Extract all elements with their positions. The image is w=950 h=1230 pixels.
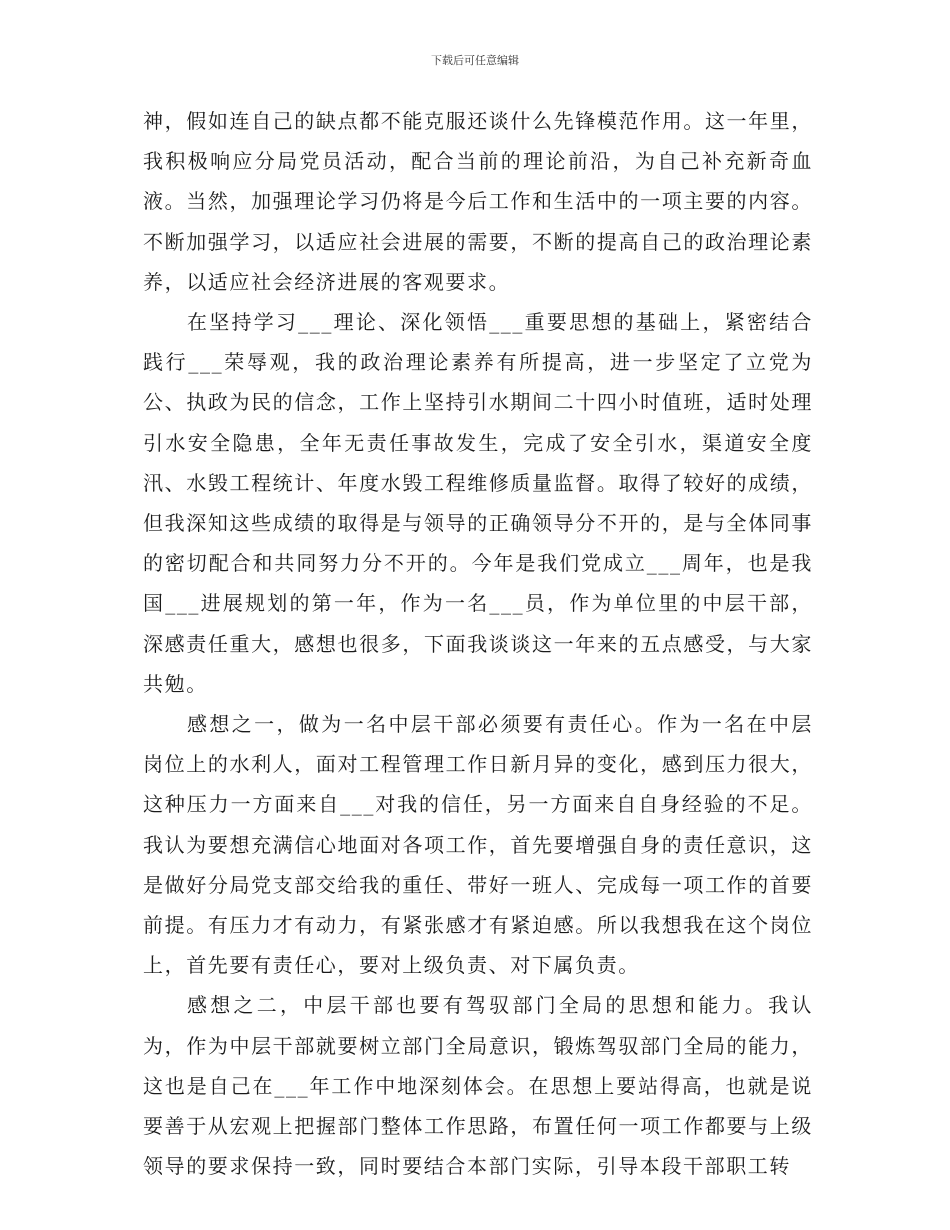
paragraph-reflection-one: 感想之一，做为一名中层干部必须要有责任心。作为一名在中层岗位上的水利人，面对工程管理工作日新月异的变化，感到压力很大，这种压力一方面来自___对我的信任，另一方面来自自身经验的不足。我认为要想充满信心地面对各项工作，首先要增强自身的责任意识，这是做好分局党支部交给我的重任、带好一班人、完成每一项工作的首要前提。有压力才有动力，有紧张感才有紧迫感。所以我想我在这个岗位上，首先要有责任心，要对上级负责、对下属负责。 bbox=[143, 712, 813, 978]
page-header: 下载后可任意编辑 bbox=[431, 54, 519, 67]
paragraph-continuation: 神，假如连自己的缺点都不能克服还谈什么先锋模范作用。这一年里，我积极响应分局党员活动，配合当前的理论前沿，为自己补充新奇血液。当然，加强理论学习仍将是今后工作和生活中的一项主要的内容。不断加强学习，以适应社会进展的需要，不断的提高自己的政治理论素养，以适应社会经济进展的客观要求。 bbox=[143, 109, 813, 294]
paragraph-study-theory: 在坚持学习___理论、深化领悟___重要思想的基础上，紧密结合践行___荣辱观，我的政治理论素养有所提高，进一步坚定了立党为公、执政为民的信念，工作上坚持引水期间二十四小时值班，适时处理引水安全隐患，全年无责任事故发生，完成了安全引水，渠道安全度汛、水毁工程统计、年度水毁工程维修质量监督。取得了较好的成绩，但我深知这些成绩的取得是与领导的正确领导分不开的，是与全体同事的密切配合和共同努力分不开的。今年是我们党成立___周年，也是我国___进展规划的第一年，作为一名___员，作为单位里的中层干部，深感责任重大，感想也很多，下面我谈谈这一年来的五点感受，与大家共勉。 bbox=[143, 310, 813, 696]
document-body bbox=[143, 101, 813, 1186]
paragraph-reflection-two: 感想之二，中层干部也要有驾驭部门全局的思想和能力。我认为，作为中层干部就要树立部门全局意识，锻炼驾驭部门全局的能力，这也是自己在___年工作中地深刻体会。在思想上要站得高，也就是说要善于从宏观上把握部门整体工作思路，布置任何一项工作都要与上级领导的要求保持一致，同时要结合本部门实际，引导本段干部职工转 bbox=[143, 993, 813, 1179]
